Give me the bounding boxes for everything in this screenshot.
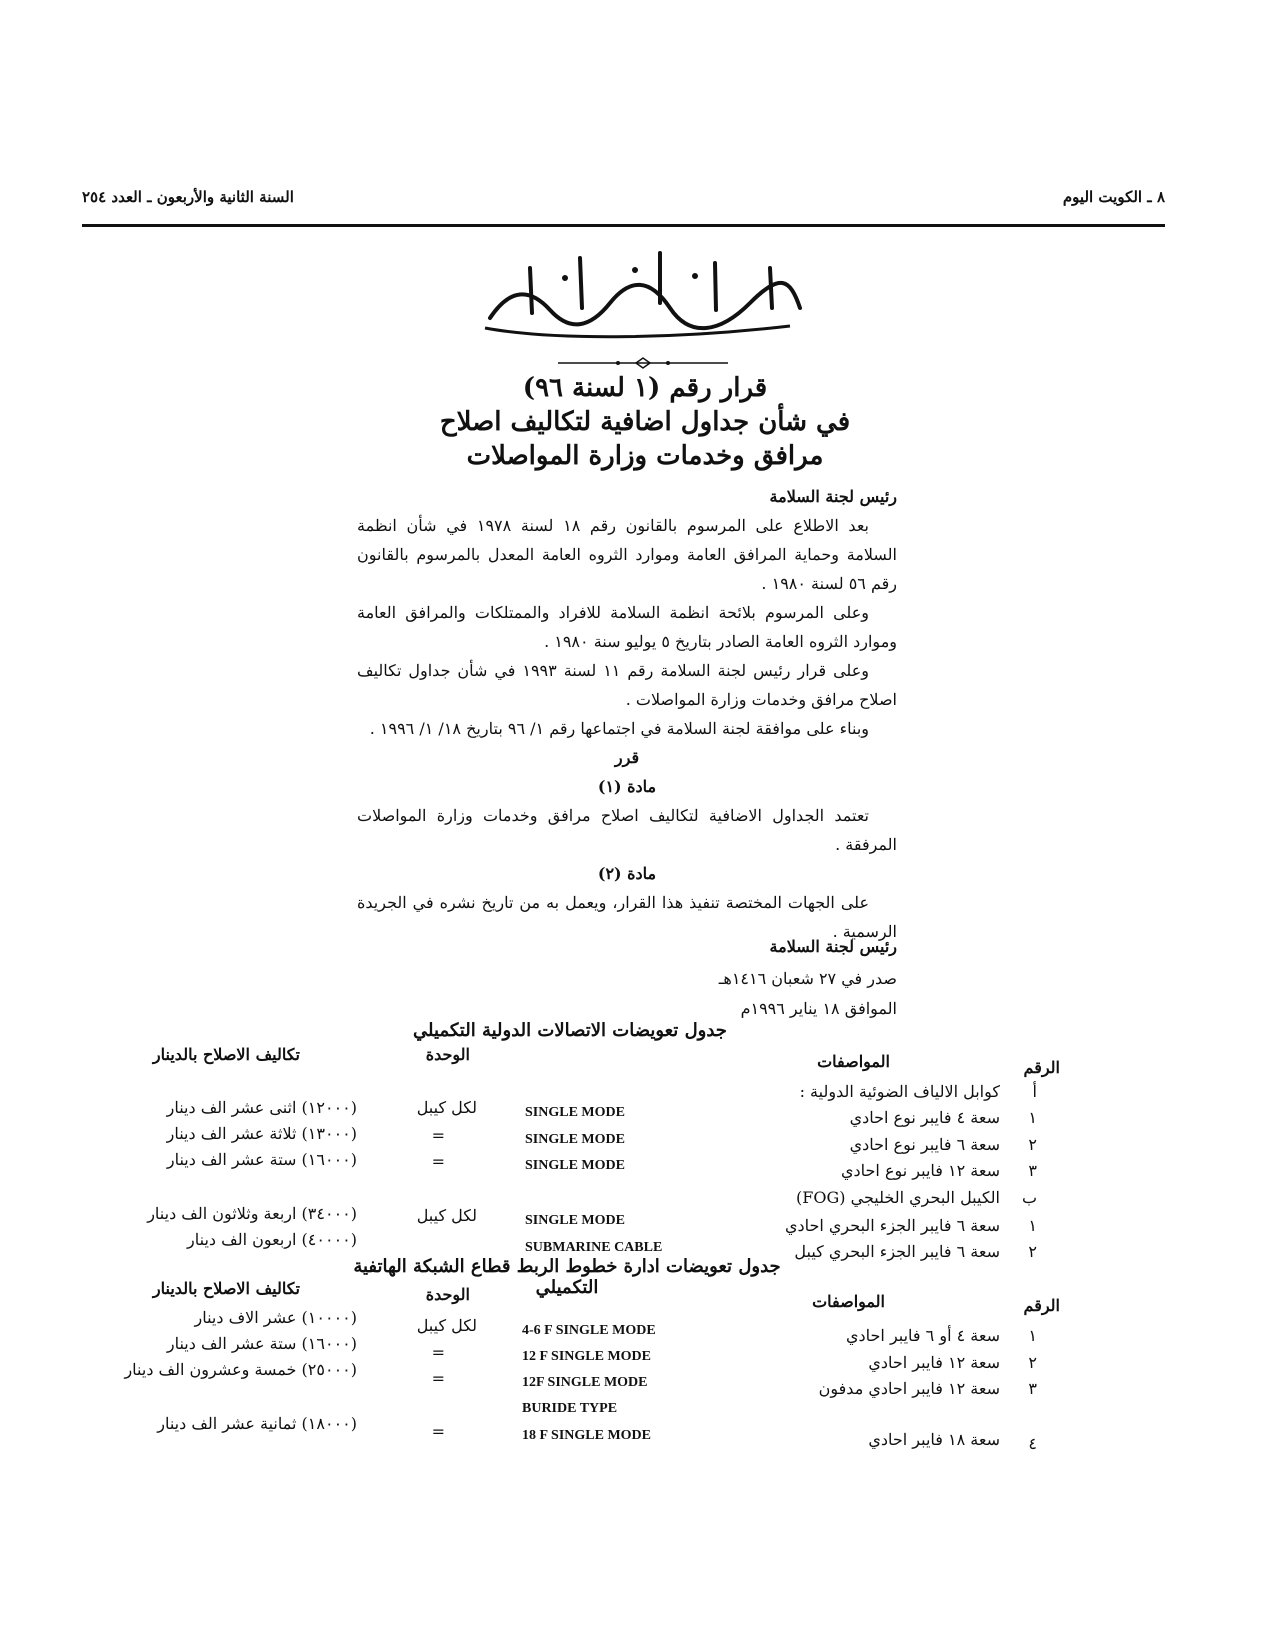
decision-subject-line1: في شأن جداول اضافية لتكاليف اصلاح bbox=[439, 407, 851, 437]
table-row-no: ٢ bbox=[1028, 1353, 1037, 1372]
article-1-text: تعتمد الجداول الاضافية لتكاليف اصلاح مرافق وخدمات وزارة المواصلات المرفقة . bbox=[357, 806, 897, 854]
article-2-title: مادة (٢) bbox=[597, 864, 657, 883]
table2-col-unit: الوحدة bbox=[425, 1285, 470, 1304]
issue-info: السنة الثانية والأربعون ـ العدد ٢٥٤ bbox=[82, 188, 294, 206]
table-row-mode: SUBMARINE CABLE bbox=[525, 1240, 663, 1255]
decision-number: قرار رقم (١ لسنة ٩٦) bbox=[522, 373, 768, 403]
table-row-unit: = bbox=[431, 1152, 445, 1171]
issue-date bbox=[719, 964, 897, 1024]
table-row-no: ٣ bbox=[1028, 1161, 1037, 1180]
table-row-cost: (١٠٠٠٠) عشر الاف دينار bbox=[194, 1308, 357, 1327]
table-row-spec: سعة ٦ فايبر الجزء البحري كيبل bbox=[794, 1242, 1000, 1261]
table-row-cost: (٤٠٠٠٠) اربعون الف دينار bbox=[187, 1230, 357, 1249]
issuer-title: رئيس لجنة السلامة bbox=[769, 487, 897, 506]
table-row-spec: سعة ٤ أو ٦ فايبر احادي bbox=[846, 1326, 1000, 1345]
table1-section-b: الكيبل البحري الخليجي (FOG) bbox=[796, 1188, 1000, 1207]
table-row-unit: = bbox=[431, 1343, 445, 1362]
table-row-mode: SINGLE MODE bbox=[525, 1213, 625, 1228]
table1-col-no: الرقم bbox=[1023, 1058, 1060, 1077]
issue-date-hijri: صدر في ٢٧ شعبان ١٤١٦هـ bbox=[718, 969, 897, 988]
table-row-cost: (١٣٠٠٠) ثلاثة عشر الف دينار bbox=[166, 1124, 357, 1143]
table-row-cost: (١٢٠٠٠) اثنى عشر الف دينار bbox=[166, 1098, 357, 1117]
table-row-no: ٣ bbox=[1028, 1379, 1037, 1398]
table-row-spec: سعة ١٨ فايبر احادي bbox=[868, 1430, 1000, 1449]
ornament-divider bbox=[558, 357, 728, 369]
municipality-logo bbox=[470, 248, 810, 343]
table-row-no: ١ bbox=[1028, 1216, 1037, 1235]
table1-col-unit: الوحدة bbox=[425, 1045, 470, 1064]
table-row-unit: لكل كيبل bbox=[416, 1206, 477, 1225]
page-info: ٨ ـ الكويت اليوم bbox=[1062, 188, 1165, 206]
header-rule bbox=[82, 224, 1165, 227]
table-row-cost: (٣٤٠٠٠) اربعة وثلاثون الف دينار bbox=[147, 1204, 357, 1223]
table-row-unit: لكل كيبل bbox=[416, 1098, 477, 1117]
preamble-3: وعلى قرار رئيس لجنة السلامة رقم ١١ لسنة ١٩٩٣ في شأن جداول تكاليف اصلاح مرافق وخدمات وزارة المواصلات . bbox=[357, 661, 897, 709]
table-row-cost: (١٦٠٠٠) ستة عشر الف دينار bbox=[166, 1150, 357, 1169]
table-row-spec: سعة ٦ فايبر نوع احادي bbox=[849, 1135, 1000, 1154]
table-row-no: ٢ bbox=[1028, 1242, 1037, 1261]
preamble-2: وعلى المرسوم بلائحة انظمة السلامة للافراد والممتلكات والمرافق العامة وموارد الثروه العامة الصادر بتاريخ ٥ يوليو سنة ١٩٨٠ . bbox=[357, 603, 897, 651]
table2-col-cost: تكاليف الاصلاح بالدينار bbox=[152, 1279, 300, 1298]
table-row-mode: SINGLE MODE bbox=[525, 1158, 625, 1173]
table-row-spec: سعة ١٢ فايبر احادي bbox=[868, 1353, 1000, 1372]
table2-col-no: الرقم bbox=[1023, 1296, 1060, 1315]
table-row-mode: SINGLE MODE bbox=[525, 1132, 625, 1147]
table1-col-cost: تكاليف الاصلاح بالدينار bbox=[152, 1045, 300, 1064]
decision-subject-line2: مرافق وخدمات وزارة المواصلات bbox=[466, 441, 824, 471]
table1-col-spec: المواصفات bbox=[817, 1052, 890, 1071]
table-row-no: ٤ bbox=[1028, 1434, 1037, 1453]
issue-date-gregorian: الموافق ١٨ يناير ١٩٩٦م bbox=[740, 999, 897, 1018]
table-row-spec: سعة ٦ فايبر الجزء البحري احادي bbox=[784, 1216, 1000, 1235]
table-row-mode: SINGLE MODE bbox=[525, 1105, 625, 1120]
decision-body bbox=[357, 482, 897, 946]
table-row-mode: 12 F SINGLE MODE bbox=[522, 1349, 651, 1364]
table-row-cost: (١٨٠٠٠) ثمانية عشر الف دينار bbox=[157, 1414, 357, 1433]
table2-title: جدول تعويضات ادارة خطوط الربط قطاع الشبكة الهاتفية التكميلي bbox=[353, 1256, 781, 1298]
table2-col-spec: المواصفات bbox=[812, 1292, 885, 1311]
table-row-mode: 12F SINGLE MODE bbox=[522, 1375, 648, 1390]
table1-section-a-no: أ bbox=[1032, 1082, 1037, 1101]
table-row-spec: سعة ١٢ فايبر احادي مدفون bbox=[818, 1379, 1000, 1398]
decided-heading: قرر bbox=[614, 748, 640, 767]
table-row-unit: = bbox=[431, 1126, 445, 1145]
table-row-no: ١ bbox=[1028, 1326, 1037, 1345]
preamble-1: بعد الاطلاع على المرسوم بالقانون رقم ١٨ لسنة ١٩٧٨ في شأن انظمة السلامة وحماية المرافق العامة وموارد الثروه العامة المعدل بالمرسوم بالقانون رقم ٥٦ لسنة ١٩٨٠ . bbox=[357, 516, 897, 593]
table-row-spec: سعة ٤ فايبر نوع احادي bbox=[849, 1108, 1000, 1127]
table-row-cost: (٢٥٠٠٠) خمسة وعشرون الف دينار bbox=[124, 1360, 357, 1379]
table1-title: جدول تعويضات الاتصالات الدولية التكميلي bbox=[413, 1020, 727, 1041]
table1-section-b-no: ب bbox=[1021, 1188, 1037, 1207]
signer: رئيس لجنة السلامة bbox=[769, 937, 897, 956]
article-1-title: مادة (١) bbox=[597, 777, 657, 796]
article-2-text: على الجهات المختصة تنفيذ هذا القرار، ويعمل به من تاريخ نشره في الجريدة الرسمية . bbox=[357, 893, 897, 941]
table-row-unit: = bbox=[431, 1369, 445, 1388]
table-row-mode-type: BURIDE TYPE bbox=[522, 1401, 618, 1416]
preamble-4: وبناء على موافقة لجنة السلامة في اجتماعها رقم ١/ ٩٦ بتاريخ ١٨/ ١/ ١٩٩٦ . bbox=[369, 719, 869, 738]
table-row-unit: لكل كيبل bbox=[416, 1316, 477, 1335]
table-row-mode: 4-6 F SINGLE MODE bbox=[522, 1323, 656, 1338]
table1-section-a: كوابل الالياف الضوئية الدولية : bbox=[799, 1082, 1000, 1101]
table-row-mode: 18 F SINGLE MODE bbox=[522, 1428, 651, 1443]
table-row-cost: (١٦٠٠٠) ستة عشر الف دينار bbox=[166, 1334, 357, 1353]
table-row-spec: سعة ١٢ فايبر نوع احادي bbox=[841, 1161, 1000, 1180]
table-row-no: ١ bbox=[1028, 1108, 1037, 1127]
table-row-no: ٢ bbox=[1028, 1135, 1037, 1154]
table-row-unit: = bbox=[431, 1422, 445, 1441]
